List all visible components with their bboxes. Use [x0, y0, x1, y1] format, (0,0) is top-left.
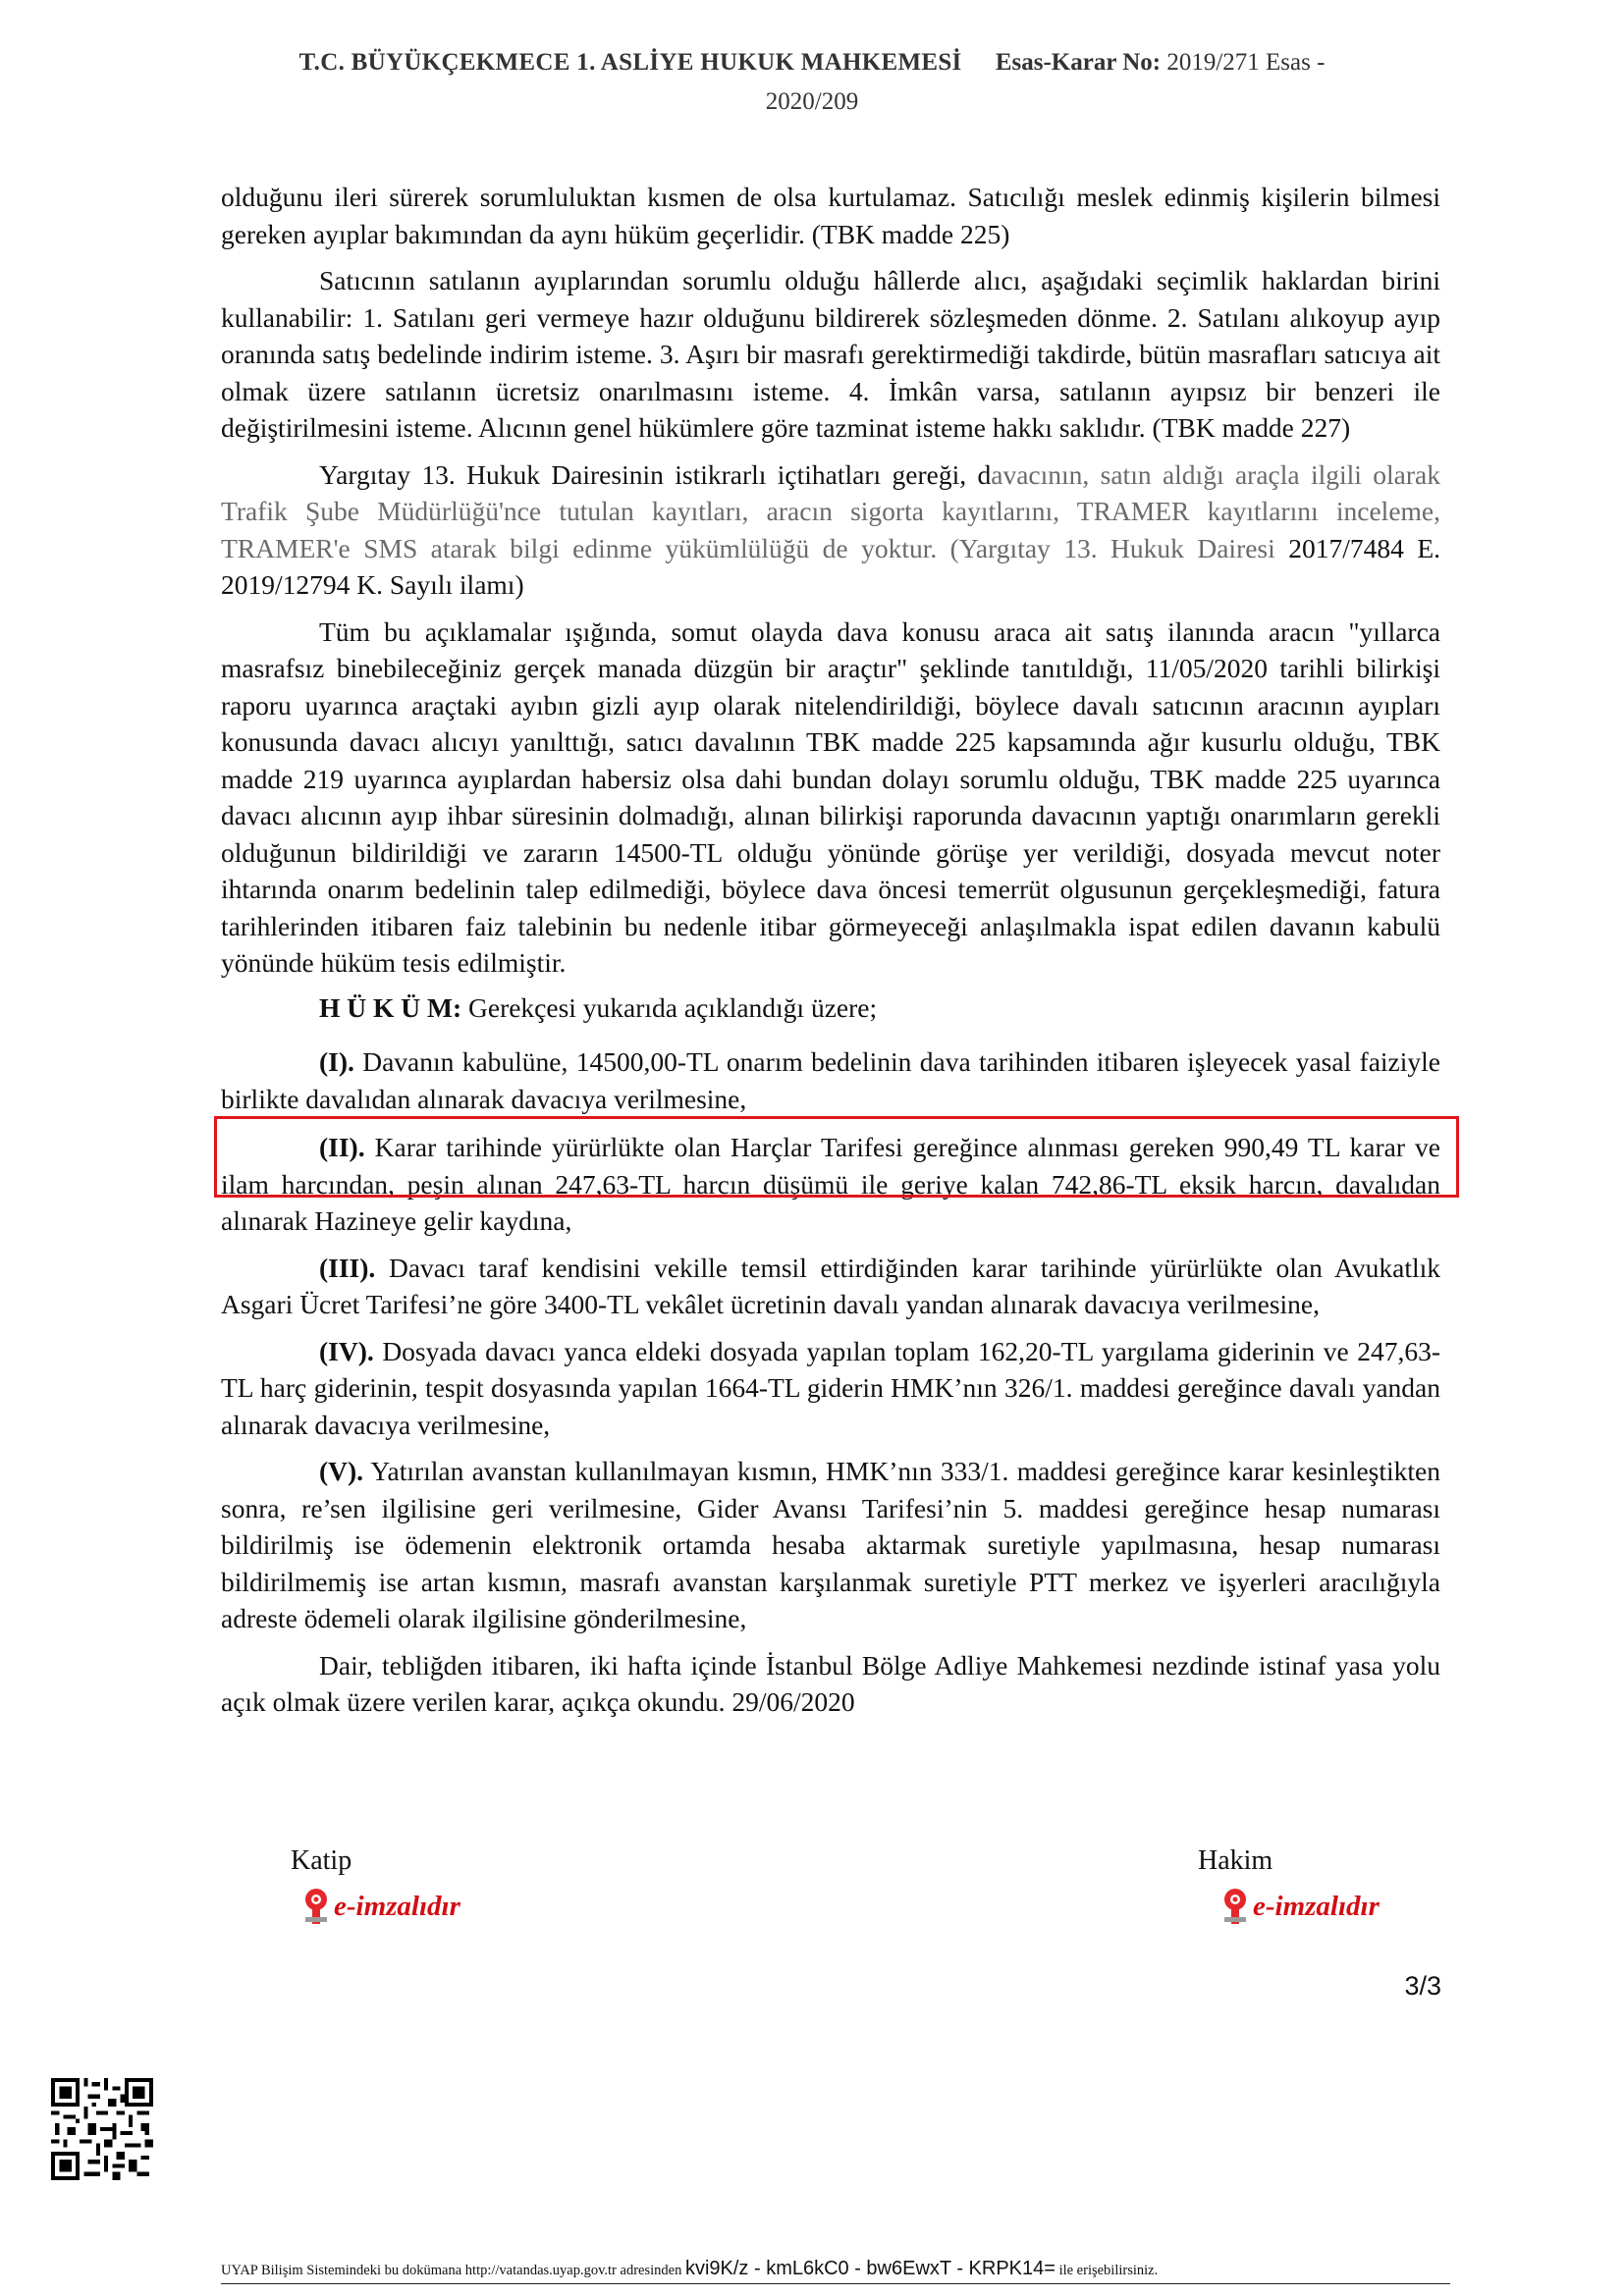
footer-suffix: ile erişebilirsiniz.: [1058, 2263, 1159, 2278]
page-footer: [221, 2258, 1458, 2280]
court-name: T.C. BÜYÜKÇEKMECE 1. ASLİYE HUKUK MAHKEMESİ: [298, 49, 962, 76]
judge-label: Hakim: [1198, 1845, 1273, 1876]
page-header: [0, 43, 1624, 122]
footer-divider: [221, 2283, 1450, 2284]
verdict-text-i: Davanın kabulüne, 14500,00-TL onarım bedelinin dava tarihinden itibaren işleyecek yasal faiziyle birlikte davalıdan alınarak davacıya verilmesine,: [221, 1046, 1440, 1114]
judge-esign-text: e-imzalıdır: [1253, 1890, 1380, 1922]
paragraph-tbk-227: Satıcının satılanın ayıplarından sorumlu olduğu hâllerde alıcı, aşağıdaki seçimlik haklardan birini kullanabilir: 1. Satılanı geri vermeye hazır olduğunu bildirerek sözleşmeden dönme. 2. Satılanı alıkoyup ayıp oranında satış bedelinde indirim isteme. 3. Aşırı bir masrafı gerektirmediği takdirde, bütün masrafları satıcıya ait olmak üzere satılanın ücretsiz onarılmasını isteme. 4. İmkân varsa, satılanın ayıpsız bir benzeri ile değiştirilmesini isteme. Alıcının genel hükümlere göre tazminat isteme hakkı saklıdır. (TBK madde 227): [221, 265, 1440, 443]
yargitay-quote: avacının, satın aldığı araçla ilgili olarak Trafik Şube Müdürlüğü'nce tutulan kayıtları, aracın sigorta kayıtlarını, TRAMER kayıtlarını inceleme, TRAMER'e SMS atarak bilgi edinme yükümlülüğü de yoktur. (Yargıtay 13. Hukuk Dairesi: [221, 458, 1440, 563]
esas-karar-value: 2019/271 Esas -: [1166, 49, 1326, 76]
verdict-item-i: [221, 1043, 1440, 1117]
qr-code-icon: [51, 2078, 153, 2180]
yargitay-ref: 2017/7484 E. 2019/12794 K. Sayılı ilamı): [221, 532, 1440, 600]
highlight-box: [214, 1116, 1459, 1198]
hukum-heading: [221, 989, 1440, 1027]
verdict-text-ii: Karar tarihinde yürürlükte olan Harçlar Tarifesi gereğince alınması gereken 990,49 TL karar ve ilam harcından, peşin alınan 247,63-TL harcın düşümü ile geriye kalan 742,86-TL eksik harcın, davalıdan alınarak Hazineye gelir kaydına,: [221, 1132, 1440, 1236]
esign-seal-icon: [1221, 1887, 1249, 1926]
verdict-label-i: (I).: [319, 1046, 354, 1077]
hukum-label: H Ü K Ü M:: [319, 991, 462, 1023]
verification-code: kvi9K/z - kmL6kC0 - bw6EwxT - KRPK14=: [684, 2258, 1056, 2279]
verdict-text-iv: Dosyada davacı yanca eldeki dosyada yapılan toplam 162,20-TL yargılama giderinin ve 247,63-TL harç giderinin, tespit dosyasında yapılan 1664-TL giderin HMK’nın 326/1. maddesi gereğince davalı yandan alınarak davacıya verilmesine,: [221, 1335, 1440, 1440]
clerk-esign-text: e-imzalıdır: [334, 1890, 460, 1922]
verdict-item-iv: [221, 1333, 1440, 1444]
closing-paragraph: Dair, tebliğden itibaren, iki hafta içinde İstanbul Bölge Adliye Mahkemesi nezdinde istinaf yasa yolu açık olmak üzere verilen karar, açıkça okundu. 29/06/2020: [221, 1649, 1440, 1717]
esas-karar-value-cont: 2020/209: [765, 88, 859, 115]
clerk-label: Katip: [291, 1845, 352, 1876]
hukum-text: Gerekçesi yukarıda açıklandığı üzere;: [461, 991, 878, 1023]
paragraph-tbk-225: olduğunu ileri sürerek sorumluluktan kısmen de olsa kurtulamaz. Satıcılığı meslek edinmiş kişilerin bilmesi gereken ayıplar bakımından da aynı hüküm geçerlidir. (TBK madde 225): [221, 182, 1440, 249]
document-body: [221, 179, 1440, 1721]
verdict-label-iv: (IV).: [319, 1335, 374, 1366]
clerk-esign: [302, 1887, 460, 1926]
paragraph-reasoning: Tüm bu açıklamalar ışığında, somut olayda dava konusu araca ait satış ilanında aracın "yıllarca masrafsız binebileceğiniz gerçek manada düzgün bir araçtır" şeklinde tanıtıldığı, 11/05/2020 tarihli bilirkişi raporu uyarınca araçtaki ayıbın gizli ayıp olarak nitelendirildiği, böylece davalı satıcının aracının ayıpları konusunda davacı alıcıyı yanılttığı, satıcı davalının TBK madde 225 kapsamında ağır kusurlu olduğu, TBK madde 219 uyarınca ayıplardan habersiz olsa dahi bundan dolayı sorumlu olduğu, TBK madde 225 uyarınca davacı alıcının ayıp ihbar süresinin dolmadığı, alınan bilirkişi raporunda davacının yaptığı onarımların gerekli olduğunun bildirildiği ve zararın 14500-TL olduğu yönünde görüşe yer verildiği, dosyada mevcut noter ihtarında onarım bedelinin talep edilmediği, böylece dava öncesi temerrüt olgusunun gerçekleşmediği, fatura tarihlerinden itibaren faiz talebinin bu nedenle itibar görmeyeceği anlaşılmakla ispat edilen davanın kabulü yönünde hüküm tesis edilmiştir.: [221, 615, 1440, 978]
verdict-item-iii: [221, 1250, 1440, 1323]
verdict-label-ii: (II).: [319, 1132, 365, 1162]
footer-prefix: UYAP Bilişim Sistemindeki bu dokümana http://vatandas.uyap.gov.tr adresinden: [221, 2263, 682, 2278]
verdict-label-iii: (III).: [319, 1252, 376, 1283]
paragraph-yargitay: [221, 456, 1440, 604]
verdict-label-v: (V).: [319, 1456, 364, 1486]
yargitay-intro: Yargıtay 13. Hukuk Dairesinin istikrarlı içtihatları gereği, d: [319, 458, 992, 490]
verdict-text-iii: Davacı taraf kendisini vekille temsil ettirdiğinden karar tarihinde yürürlükte olan Avukatlık Asgari Ücret Tarifesi’ne göre 3400-TL vekâlet ücretinin davalı yandan alınarak davacıya verilmesine,: [221, 1252, 1440, 1319]
esas-karar-label: Esas-Karar No:: [995, 49, 1162, 76]
verdict-text-v: Yatırılan avanstan kullanılmayan kısmın, HMK’nın 333/1. maddesi gereğince karar kesinleştikten sonra, re’sen ilgilisine geri verilmesine, Gider Avansı Tarifesi’nin 5. maddesi gereğince hesap numarası bildirilmiş ise ödemenin elektronik ortamda hesaba aktarmak suretiyle yapılmasına, hesap numarası bildirilmemiş ise artan kısmın, masrafı avanstan karşılanmak suretiyle PTT merkez ve işyerleri aracılığıyla adreste ödemeli olarak ilgilisine gönderilmesine,: [221, 1456, 1440, 1633]
verdict-item-v: [221, 1453, 1440, 1637]
judge-esign: [1221, 1887, 1380, 1926]
page-number: 3/3: [1404, 1971, 1441, 2001]
esign-seal-icon: [302, 1887, 330, 1926]
